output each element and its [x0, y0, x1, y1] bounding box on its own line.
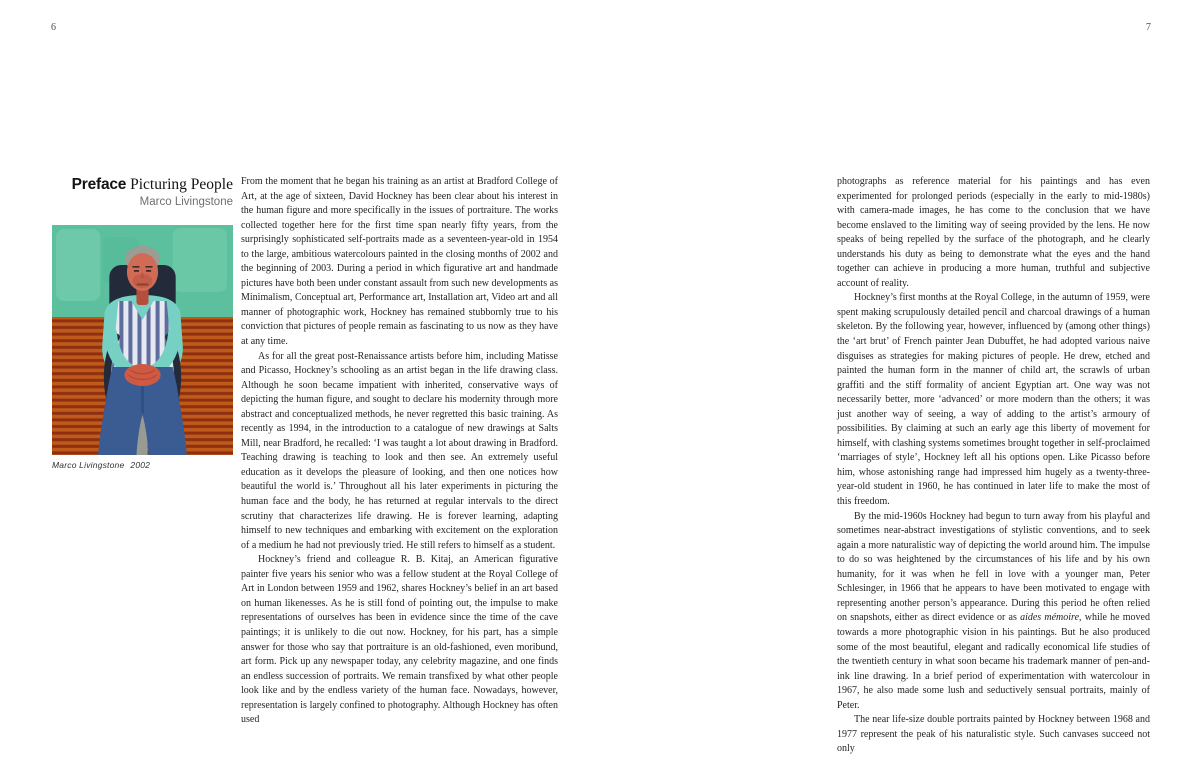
page-number-right: 7 — [1146, 22, 1151, 33]
painting-wall-streak — [173, 228, 227, 292]
caption-title: Marco Livingstone — [52, 460, 125, 470]
text-segment: By the mid-1960s Hockney had begun to turn away from his playful and sometimes near-abstract investigations of stylistic conventions, and to seek again a more naturalistic way of depicting the world around him. The impulse to do so was heightened by the circumstances of his life and by his own humanity, for it was when he fell in love with a younger man, Peter Schlesinger, in 1966 that he appears to have been motivated to engage with representing another person’s appearance. During this period he often relied on snapshots, either as direct evidence or as — [837, 510, 1150, 624]
italic-text-segment: aides mémoire — [1020, 612, 1080, 624]
figure-brow — [132, 266, 139, 268]
paragraph — [837, 713, 1150, 757]
chapter-author: Marco Livingstone — [139, 196, 233, 208]
figure-eye — [134, 270, 139, 272]
text-segment: From the moment that he began his training as an artist at Bradford College of Art, at the age of sixteen, David Hockney has been clear about his interest in the human figure and more specifically in the issues of portraiture. The works collected together here for the first time span nearly fifty years, from the surprisingly sophisticated self-portraits made as a seventeen-year-old in 1954 to the large, ambitious watercolours painted in the closing months of 2002 and the beginning of 2003. During a period in which figurative art and handmade pictures have both been under constant assault from such new developments as Minimalism, Conceptual art, Performance art, Installation art, Video art and all manner of photographic work, Hockney has remained stubbornly true to his conviction that pictures of people remain as fascinating to us now as they have at any time. — [241, 176, 558, 348]
left-text-column — [241, 175, 558, 728]
caption-year: 2002 — [130, 460, 151, 470]
text-segment: The near life-size double portraits painted by Hockney between 1968 and 1977 represent the peak of his naturalistic style. Such canvases succeed not only — [837, 714, 1150, 755]
page-number-left: 6 — [51, 22, 56, 33]
right-text-column — [837, 175, 1150, 757]
painting-wall-streak — [56, 229, 100, 301]
paragraph — [837, 510, 1150, 714]
painting-caption — [52, 460, 150, 470]
paragraph — [837, 175, 1150, 291]
text-segment: , while he moved towards a more photographic vision in his paintings. But he also produced some of the most beautiful, elegant and radically economical life studies of the twentieth century in what soon became his trademark manner of pen-and-ink line drawing. In a brief period of experimentation with watercolour in 1967, he also made some lush and seductively sensual portraits, mainly of Peter. — [837, 612, 1150, 711]
chapter-title — [52, 176, 233, 193]
paragraph — [241, 553, 558, 728]
paragraph — [241, 175, 558, 350]
text-segment: Hockney’s first months at the Royal College, in the autumn of 1959, were spent making scrupulously detailed pencil and charcoal drawings of a human skeleton. By the following year, however, influenced by (among other things) the ‘art brut’ of French painter Jean Dubuffet, he had adopted various naive disguises as strategies for making pictures of people. He drew, etched and painted the human form in the manner of child art, the scrawls of urban graffiti and the stiff formality of ancient Egyptian art. One way was not necessarily better, more ‘advanced’ or more modern than the others; it was just another way of seeing, a way of adding to the artist’s armoury of possibilities. By claiming at such an early age this liberty of movement for himself, with clashing systems sometimes brought together in self-proclaimed ‘marriages of style’, Hockney left all his options open. Like Picasso before him, whose astonishing range had impressed him hugely as a twenty-three-year-old student in 1960, he has continued in later life to make the most of this freedom. — [837, 292, 1150, 508]
chapter-title-text: Picturing People — [130, 176, 233, 193]
portrait-painting — [52, 225, 233, 455]
chapter-heading — [52, 176, 233, 208]
paragraph — [241, 350, 558, 554]
text-segment: photographs as reference material for his paintings and has even experimented for prolonged periods (especially in the early to mid-1980s) with camera-made images, he has come to the conclusion that we have become enslaved to the limiting way of seeing provided by the lens. He now speaks of being repelled by the surface of the photograph, and he clearly understands his duty as being to demonstrate what the eyes and the hand together can achieve in producing a more human, truthful and subjective account of reality. — [837, 176, 1150, 289]
chapter-section-label: Preface — [71, 176, 127, 193]
figure-hands — [124, 364, 160, 386]
text-segment: As for all the great post-Renaissance artists before him, including Matisse and Picasso, Hockney’s schooling as an artist began in the life drawing class. Although he soon became impatient with inherited, conservative ways of depicting the human figure, and sought to declare his modernity through more abstract and conceptualized methods, he never regretted this basic training. As recently as 1994, in the introduction to a catalogue of new drawings at Salts Mill, near Bradford, he recalled: ‘I was taught a lot about drawing in Bradford. Teaching drawing is teaching to look and then see. An extremely useful education as it develops the pleasure of looking, and then one notices how beautiful the world is.’ Throughout all his later experiments in picturing the human face and the body, he has returned at regular intervals to the direct scrutiny that characterizes life drawing. He is forever learning, adapting himself to new techniques and embarking with excitement on the exploration of a medium he had not previously tried. He still refers to himself as a student. — [241, 350, 558, 551]
text-segment: Hockney’s friend and colleague R. B. Kitaj, an American figurative painter five years his senior who was a fellow student at the Royal College of Art in London between 1959 and 1962, shares Hockney’s belief in an art based on human likenesses. As he is still fond of pointing out, the impulse to make representations of ourselves has been in evidence since the time of the cave paintings; it is unlikely to die out now. Hockney, for his part, has a simple answer for those who say that portraiture is an old-fashioned, even moribund, art form. Pick up any newspaper today, any celebrity magazine, and one finds an endless succession of portraits. We remain transfixed by what other people look like and by the endless variety of the human face. Nowadays, however, representation is largely confined to photography. Although Hockney has often used — [241, 554, 558, 726]
paragraph — [837, 291, 1150, 509]
figure-mouth — [136, 284, 148, 286]
figure-brow — [146, 266, 153, 268]
figure-eye — [146, 270, 151, 272]
